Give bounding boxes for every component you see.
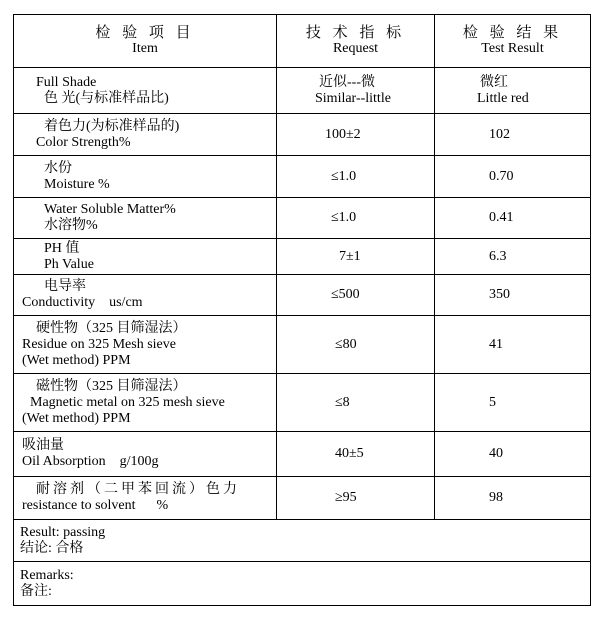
item-label: Oil Absorption g/100g bbox=[22, 454, 159, 469]
item-cell bbox=[14, 275, 277, 316]
result-value: 41 bbox=[489, 336, 503, 352]
result-value: 98 bbox=[489, 490, 503, 505]
item-label: Water Soluble Matter% bbox=[44, 202, 176, 217]
result-value: 5 bbox=[489, 394, 496, 410]
result-cell bbox=[435, 316, 591, 374]
item-label: 水份 bbox=[44, 160, 72, 176]
request-value: ≤8 bbox=[335, 394, 350, 410]
item-label: Moisture % bbox=[44, 176, 110, 192]
table-row bbox=[14, 68, 591, 114]
request-value: ≤1.0 bbox=[331, 168, 357, 184]
request-value: ≤500 bbox=[331, 287, 360, 302]
table-row bbox=[14, 374, 591, 432]
item-cell bbox=[14, 239, 277, 275]
header-item-cn: 检 验 项 目 bbox=[95, 25, 195, 41]
table-row bbox=[14, 275, 591, 316]
result-cell bbox=[435, 114, 591, 156]
header-request-en: Request bbox=[332, 41, 379, 56]
request-cell bbox=[277, 198, 435, 239]
request-value: 7±1 bbox=[339, 248, 361, 264]
item-cell bbox=[14, 477, 277, 520]
request-value: ≤1.0 bbox=[331, 210, 357, 225]
request-value: 100±2 bbox=[325, 126, 361, 142]
request-cell bbox=[277, 316, 435, 374]
request-cell bbox=[277, 156, 435, 198]
item-label: 磁性物（325 目筛湿法） bbox=[36, 378, 187, 394]
item-label: Magnetic metal on 325 mesh sieve bbox=[30, 394, 225, 410]
table-row bbox=[14, 114, 591, 156]
table-row bbox=[14, 316, 591, 374]
item-label: 耐溶剂（二甲苯回流）色力 bbox=[36, 482, 240, 497]
item-cell bbox=[14, 432, 277, 477]
result-cell bbox=[14, 520, 591, 562]
item-label: resistance to solvent % bbox=[22, 498, 169, 513]
result-value: 6.3 bbox=[489, 248, 507, 264]
header-item bbox=[14, 15, 277, 68]
request-cell bbox=[277, 239, 435, 275]
item-cell bbox=[14, 374, 277, 432]
table-row bbox=[14, 198, 591, 239]
request-value: Similar--little bbox=[315, 90, 391, 106]
header-result-cn: 检 验 结 果 bbox=[462, 25, 563, 41]
result-value: 102 bbox=[489, 126, 510, 142]
result-cell bbox=[435, 198, 591, 239]
request-cell bbox=[277, 68, 435, 114]
header-result-en: Test Result bbox=[481, 41, 544, 56]
item-cell bbox=[14, 156, 277, 198]
item-cell bbox=[14, 114, 277, 156]
item-label: 色 光(与标准样品比) bbox=[44, 90, 169, 106]
result-cell bbox=[435, 156, 591, 198]
item-cell bbox=[14, 198, 277, 239]
item-label: (Wet method) PPM bbox=[22, 352, 131, 368]
item-label: 硬性物（325 目筛湿法） bbox=[36, 320, 187, 336]
item-cell bbox=[14, 68, 277, 114]
table-row bbox=[14, 477, 591, 520]
table-row bbox=[14, 432, 591, 477]
result-value: 350 bbox=[489, 287, 510, 302]
result-value: 0.41 bbox=[489, 210, 514, 225]
result-cell bbox=[435, 68, 591, 114]
item-label: 着色力(为标准样品的) bbox=[44, 118, 180, 134]
result-cell bbox=[435, 374, 591, 432]
result-row bbox=[14, 520, 591, 562]
item-label: Full Shade bbox=[36, 74, 97, 90]
result-cell bbox=[435, 477, 591, 520]
request-value: ≤80 bbox=[335, 336, 357, 352]
request-value: ≥95 bbox=[335, 490, 357, 505]
table-row bbox=[14, 156, 591, 198]
item-label: 吸油量 bbox=[22, 438, 64, 453]
item-label: 电导率 bbox=[44, 279, 86, 294]
header-result bbox=[435, 15, 591, 68]
inspection-table bbox=[13, 14, 591, 606]
result-cell bbox=[435, 239, 591, 275]
result-cell bbox=[435, 432, 591, 477]
item-label: 水溶物% bbox=[44, 218, 98, 233]
remarks-row bbox=[14, 562, 591, 606]
item-label: (Wet method) PPM bbox=[22, 410, 131, 426]
request-value: 40±5 bbox=[335, 446, 364, 461]
request-cell bbox=[277, 477, 435, 520]
result-value: Little red bbox=[477, 90, 529, 106]
request-value: 近似---微 bbox=[319, 74, 375, 90]
request-cell bbox=[277, 275, 435, 316]
item-label: Ph Value bbox=[44, 256, 94, 272]
remarks-cn: 备注: bbox=[20, 583, 52, 599]
item-label: Residue on 325 Mesh sieve bbox=[22, 336, 176, 352]
result-cn: 结论: 合格 bbox=[20, 540, 84, 556]
result-value: 微红 bbox=[480, 74, 508, 90]
item-cell bbox=[14, 316, 277, 374]
remarks-cell bbox=[14, 562, 591, 606]
request-cell bbox=[277, 432, 435, 477]
remarks-en: Remarks: bbox=[20, 567, 74, 583]
item-label: Color Strength% bbox=[36, 134, 131, 150]
item-label: PH 值 bbox=[44, 240, 80, 256]
item-label: Conductivity us/cm bbox=[22, 295, 143, 310]
result-cell bbox=[435, 275, 591, 316]
result-value: 0.70 bbox=[489, 168, 514, 184]
table-row bbox=[14, 239, 591, 275]
result-value: 40 bbox=[489, 446, 503, 461]
header-request bbox=[277, 15, 435, 68]
header-request-cn: 技 术 指 标 bbox=[305, 25, 406, 41]
result-en: Result: passing bbox=[20, 524, 106, 540]
header-row bbox=[14, 15, 591, 68]
header-item-en: Item bbox=[132, 41, 158, 56]
request-cell bbox=[277, 114, 435, 156]
request-cell bbox=[277, 374, 435, 432]
